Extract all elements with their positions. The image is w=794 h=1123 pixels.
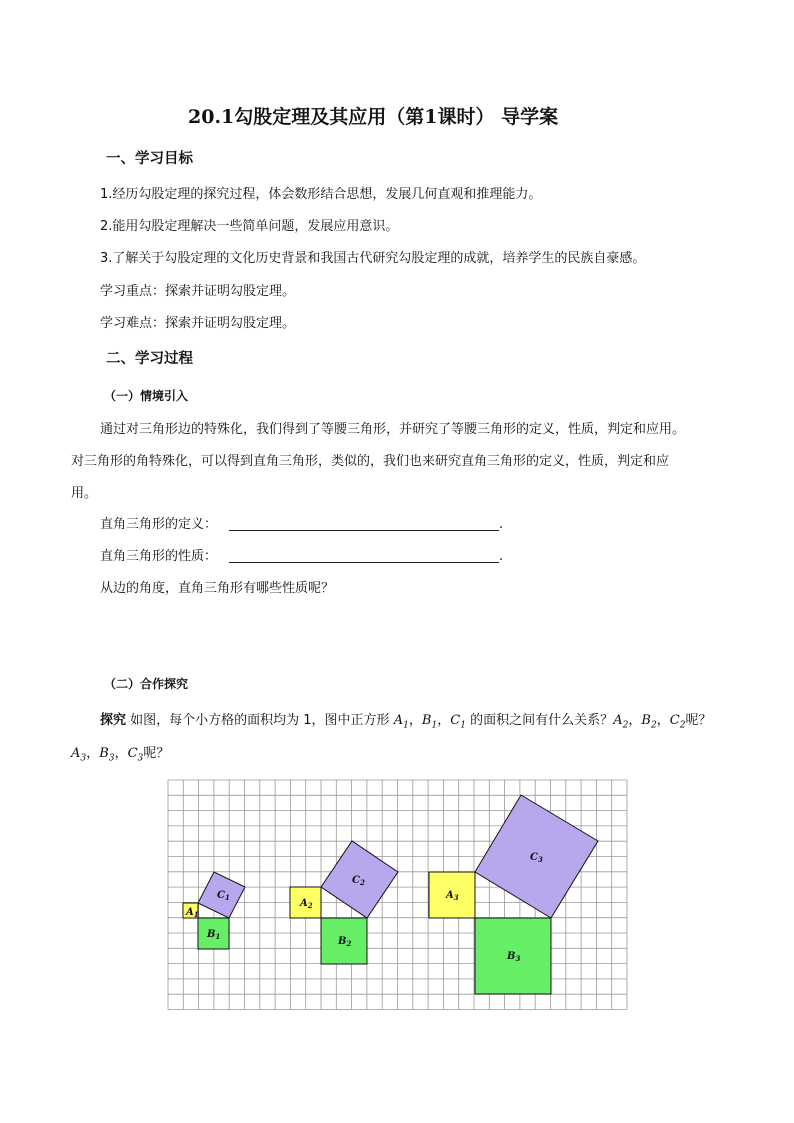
label-A3: $A_3$ — [446, 890, 459, 902]
explore-var-A2: $A_2$ — [613, 713, 629, 731]
subsection-heading-intro: （一）情境引入 — [104, 389, 189, 403]
label-C1: $C_1$ — [217, 890, 230, 902]
label-B1: $B_1$ — [207, 929, 221, 941]
explore-line-1: 探究 如图，每个小方格的面积均为 1，图中正方形 $A_1$，$B_1$，$C_1$ 的面积之间有什么关系？$A_2$，$B_2$，$C_2$呢？ — [100, 713, 712, 731]
goal-item-2: 2.能用勾股定理解决一些简单问题，发展应用意识。 — [100, 219, 399, 234]
definition-label: 直角三角形的定义： — [100, 517, 218, 532]
intro-paragraph-line-1: 通过对三角形边的特殊化，我们得到了等腰三角形，并研究了等腰三角形的定义，性质，判定和应用。 — [100, 422, 686, 437]
difficulty-point: 学习难点：探索并证明勾股定理。 — [100, 316, 296, 331]
label-C2: $C_2$ — [352, 875, 365, 887]
explore-text-1: 如图，每个小方格的面积均为 1，图中正方形 — [130, 713, 390, 728]
key-point: 学习重点：探索并证明勾股定理。 — [100, 284, 296, 299]
question-text: 从边的角度，直角三角形有哪些性质呢？ — [100, 581, 335, 596]
explore-var-B2: $B_2$ — [641, 713, 657, 731]
explore-text-2: 的面积之间有什么关系？ — [470, 713, 614, 728]
label-A1: $A_1$ — [186, 907, 199, 919]
definition-blank[interactable] — [229, 530, 499, 531]
section-heading-process: 二、学习过程 — [106, 351, 193, 367]
label-B3: $B_3$ — [507, 951, 521, 963]
explore-label: 探究 — [100, 713, 127, 728]
explore-line-2: $A_3$，$B_3$，$C_3$呢？ — [71, 746, 170, 764]
property-end-dot: . — [499, 549, 504, 564]
explore-text-4: 呢？ — [143, 746, 170, 761]
page-title: 20.1勾股定理及其应用（第1课时） 导学案 — [188, 106, 559, 128]
label-C3: $C_3$ — [530, 852, 543, 864]
goal-item-1: 1.经历勾股定理的探究过程，体会数形结合思想，发展几何直观和推理能力。 — [100, 187, 542, 202]
pythagoras-grid-figure — [166, 778, 630, 1012]
definition-end-dot: . — [499, 517, 504, 532]
explore-var-A1: $A_1$ — [393, 713, 409, 731]
subsection-heading-explore: （二）合作探究 — [104, 677, 189, 691]
section-heading-goals: 一、学习目标 — [106, 151, 193, 167]
explore-var-C1: $C_1$ — [450, 713, 467, 731]
label-A2: $A_2$ — [300, 898, 313, 910]
intro-paragraph-line-2: 对三角形的角特殊化，可以得到直角三角形，类似的，我们也来研究直角三角形的定义，性质，判定和应 — [71, 454, 670, 469]
property-label: 直角三角形的性质： — [100, 549, 218, 564]
explore-var-C2: $C_2$ — [669, 713, 686, 731]
intro-paragraph-line-3: 用。 — [71, 486, 98, 501]
explore-var-C3: $C_3$ — [127, 746, 144, 764]
explore-text-3: 呢？ — [685, 713, 712, 728]
explore-var-B3: $B_3$ — [99, 746, 115, 764]
property-blank[interactable] — [229, 562, 499, 563]
goal-item-3: 3.了解关于勾股定理的文化历史背景和我国古代研究勾股定理的成就，培养学生的民族自豪感。 — [100, 251, 646, 266]
explore-var-A3: $A_3$ — [71, 746, 87, 764]
label-B2: $B_2$ — [338, 936, 352, 948]
explore-var-B1: $B_1$ — [421, 713, 438, 731]
